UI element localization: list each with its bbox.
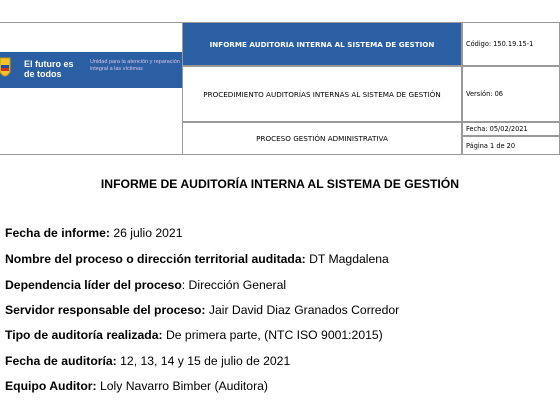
field-value: Jair David Diaz Granados Corredor — [205, 303, 400, 317]
page-number-cell: Página 1 de 20 — [462, 136, 560, 155]
field-lead-unit — [5, 278, 286, 292]
date-cell: Fecha: 05/02/2021 — [462, 122, 560, 136]
field-value: : Dirección General — [181, 278, 287, 292]
document-title: INFORME DE AUDITORÍA INTERNA AL SISTEMA DE GESTIÓN — [100, 177, 460, 191]
field-audit-date — [5, 354, 290, 368]
field-label: Servidor responsable del proceso: — [5, 303, 206, 317]
field-value: DT Magdalena — [305, 252, 389, 266]
field-responsible — [5, 303, 399, 317]
process-cell: PROCESO GESTIÓN ADMINISTRATIVA — [182, 122, 462, 155]
field-process-name — [5, 252, 389, 266]
field-label: Equipo Auditor: — [5, 379, 97, 393]
field-label: Fecha de informe: — [5, 226, 110, 240]
field-label: Tipo de auditoría realizada: — [5, 328, 163, 342]
procedure-cell: PROCEDIMIENTO AUDITORÍAS INTERNAS AL SISTEMA DE GESTIÓN — [182, 66, 462, 122]
field-label: Nombre del proceso o dirección territorial auditada: — [5, 252, 306, 266]
field-audit-team — [5, 379, 268, 393]
logo-cell — [0, 22, 182, 155]
coat-of-arms-icon — [0, 56, 12, 82]
field-label: Dependencia líder del proceso — [5, 278, 182, 292]
field-value: 26 julio 2021 — [109, 226, 183, 240]
logo-main-text: El futuro es de todos — [24, 59, 74, 79]
field-audit-type — [5, 328, 383, 342]
document-header — [0, 0, 560, 155]
field-label: Fecha de auditoría: — [5, 354, 117, 368]
report-title-cell: INFORME AUDITORIA INTERNA AL SISTEMA DE GESTION — [182, 22, 462, 66]
field-value: Loly Navarro Bimber (Auditora) — [96, 379, 268, 393]
entity-logo — [0, 52, 182, 88]
field-value: 12, 13, 14 y 15 de julio de 2021 — [116, 354, 291, 368]
field-value: De primera parte, (NTC ISO 9001:2015) — [162, 328, 383, 342]
field-report-date — [5, 226, 182, 240]
version-cell: Versión: 06 — [462, 66, 560, 122]
logo-sub-text: Unidad para la atención y reparación integral a las víctimas — [90, 59, 180, 72]
code-cell: Código: 150.19.15-1 — [462, 22, 560, 66]
